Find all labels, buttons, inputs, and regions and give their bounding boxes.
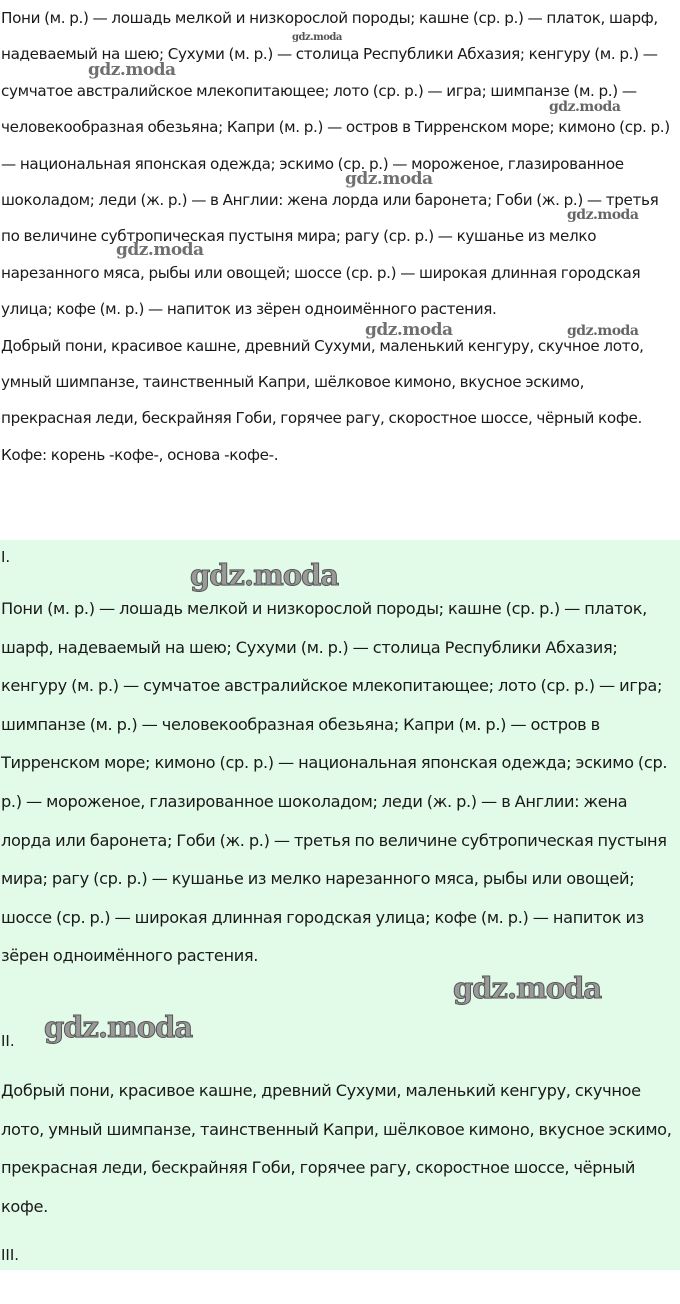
watermark: gdz.moda — [116, 240, 204, 260]
watermark: gdz.moda — [190, 558, 339, 592]
answer-block — [0, 540, 680, 1270]
section-2-label: II. — [1, 1032, 15, 1050]
phrases-paragraph: Добрый пони, красивое кашне, древний Сухуми, маленький кенгуру, скучное лото, умный шимпанзе, таинственный Капри, шёлковое кимоно, вкусное эскимо, прекрасная леди, бескрайняя Гоби, горячее рагу, скоростное шоссе, чёрный кофе. — [1, 336, 644, 428]
watermark: gdz.moda — [567, 207, 639, 223]
watermark: gdz.moda — [567, 323, 639, 339]
question-block — [0, 0, 680, 540]
watermark: gdz.moda — [549, 99, 621, 115]
morphemes-paragraph: Кофе: корень -кофе-, основа -кофе-. — [1, 445, 279, 464]
watermark: gdz.moda — [345, 169, 433, 189]
watermark: gdz.moda — [44, 1010, 193, 1044]
watermark: gdz.moda — [88, 60, 176, 80]
question-text — [0, 0, 680, 473]
definitions-paragraph: Пони (м. р.) — лошадь мелкой и низкорослой породы; кашне (ср. р.) — платок, шарф, надеваемый на шею; Сухуми (м. р.) — столица Республики Абхазия; кенгуру (м. р.) — сумчатое австралийское млекопитающее; лото (ср. р.) — игра; шимпанзе (м. р.) — человекообразная обезьяна; Капри (м. р.) — остров в Тирренском море; кимоно (ср. р.) — национальная японская одежда; эскимо (ср. р.) — мороженое, глазированное шоколадом; леди (ж. р.) — в Англии: жена лорда или баронета; Гоби (ж. р.) — третья по величине субтропическая пустыня мира; рагу (ср. р.) — кушанье из мелко нарезанного мяса, рыбы или овощей; шоссе (ср. р.) — широкая длинная городская улица; кофе (м. р.) — напиток из зёрен одноимённого растения. — [1, 9, 670, 319]
section-3-label: III. — [1, 1246, 20, 1264]
section-1-text: Пони (м. р.) — лошадь мелкой и низкорослой породы; кашне (ср. р.) — платок, шарф, надеваемый на шею; Сухуми (м. р.) — столица Республики Абхазия; кенгуру (м. р.) — сумчатое австралийское млекопитающее; лото (ср. р.) — игра; шимпанзе (м. р.) — человекообразная обезьяна; Капри (м. р.) — остров в Тирренском море; кимоно (ср. р.) — национальная японская одежда; эскимо (ср. р.) — мороженое, глазированное шоколадом; леди (ж. р.) — в Англии: жена лорда или баронета; Гоби (ж. р.) — третья по величине субтропическая пустыня мира; рагу (ср. р.) — кушанье из мелко нарезанного мяса, рыбы или овощей; шоссе (ср. р.) — широкая длинная городская улица; кофе (м. р.) — напиток из зёрен одноимённого растения. — [1, 599, 668, 966]
section-1-label: I. — [1, 548, 11, 566]
watermark: gdz.moda — [365, 320, 453, 340]
watermark: gdz.moda — [453, 971, 602, 1005]
watermark: gdz.moda — [292, 32, 342, 43]
section-2-text: Добрый пони, красивое кашне, древний Сухуми, маленький кенгуру, скучное лото, умный шимпанзе, таинственный Капри, шёлковое кимоно, вкусное эскимо, прекрасная леди, бескрайняя Гоби, горячее рагу, скоростное шоссе, чёрный кофе. — [1, 1081, 672, 1216]
